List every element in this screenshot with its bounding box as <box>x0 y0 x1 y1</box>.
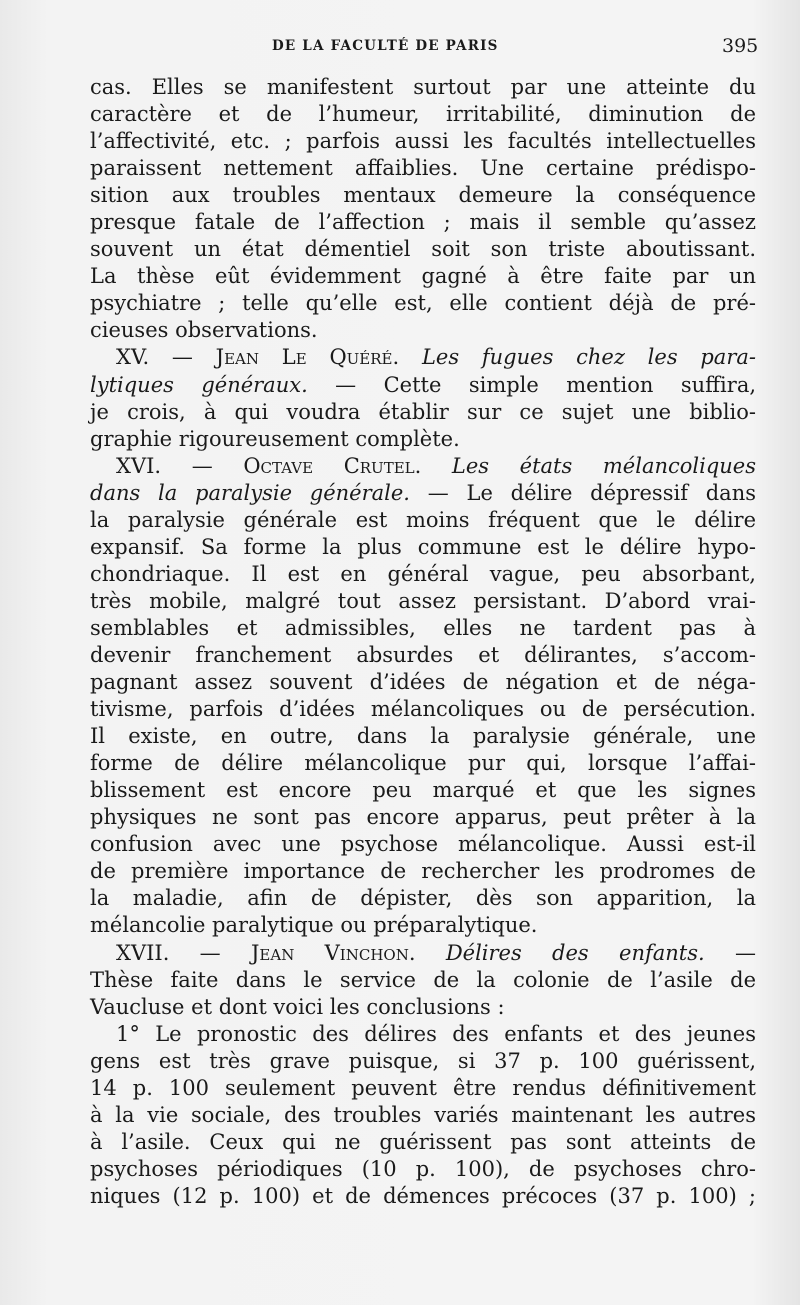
text-line <box>90 750 756 777</box>
text-segment: . <box>392 345 422 370</box>
text-segment: XV. — <box>116 345 216 370</box>
text-segment: niques (12 p. 100) et de démences précoces (37 p. 100) ; <box>90 1183 756 1208</box>
text-segment: Thèse faite dans le service de la colonie de l’asile de <box>90 967 756 992</box>
text-segment: je crois, à qui voudra établir sur ce sujet une biblio- <box>90 399 756 424</box>
text-line <box>90 534 756 561</box>
text-segment: blissement est encore peu marqué et que les signes <box>90 778 756 803</box>
text-segment: mélancolie paralytique ou préparalytique. <box>90 913 538 938</box>
text-segment: . <box>408 940 446 965</box>
text-segment: psychiatre ; telle qu’elle est, elle contient déjà de pré- <box>90 291 756 316</box>
text-segment: de première importance de rechercher les prodromes de <box>90 859 756 884</box>
text-line <box>90 507 756 534</box>
text-segment: Vaucluse et dont voici les conclusions : <box>90 994 505 1019</box>
text-line <box>90 399 756 426</box>
text-line <box>90 74 756 101</box>
text-line <box>90 344 756 371</box>
text-segment: presque fatale de l’affection ; mais il semble qu’assez <box>90 210 756 235</box>
text-line <box>90 290 756 317</box>
text-segment: l’affectivité, etc. ; parfois aussi les facultés intellectuelles <box>90 129 756 154</box>
text-segment: — <box>704 940 756 965</box>
text-line <box>90 804 756 831</box>
text-line <box>90 155 756 182</box>
text-line <box>90 669 756 696</box>
text-line <box>90 1102 756 1129</box>
author-name: Jean Vinchon <box>251 940 409 965</box>
text-line <box>90 615 756 642</box>
text-segment: Il existe, en outre, dans la paralysie générale, une <box>90 724 756 749</box>
text-segment: devenir franchement absurdes et délirantes, s’accom- <box>90 642 756 667</box>
text-segment: la paralysie générale est moins fréquent que le délire <box>90 507 756 532</box>
text-line <box>90 777 756 804</box>
text-line <box>90 426 756 453</box>
text-line <box>90 1048 756 1075</box>
text-line <box>90 994 756 1021</box>
text-segment: XVII. — <box>116 940 251 965</box>
text-segment: confusion avec une psychose mélancolique. Aussi est-il <box>90 832 756 857</box>
text-line <box>90 967 756 994</box>
text-line <box>90 912 756 939</box>
text-segment: semblables et admissibles, elles ne tardent pas à <box>90 615 756 640</box>
text-line <box>90 940 756 967</box>
body-text <box>90 74 756 1210</box>
running-head: DE LA FACULTÉ DE PARIS <box>272 38 499 54</box>
text-segment: pagnant assez souvent d’idées de négation et de néga- <box>90 670 756 695</box>
text-segment: gens est très grave puisque, si 37 p. 100 guérissent, <box>90 1048 756 1073</box>
text-segment: . <box>414 453 452 478</box>
text-line <box>90 1183 756 1210</box>
text-segment: physiques ne sont pas encore apparus, peut prêter à la <box>90 805 756 830</box>
text-line <box>90 831 756 858</box>
text-line <box>90 723 756 750</box>
text-line <box>90 885 756 912</box>
thesis-title: Les fugues chez les para- <box>421 345 756 370</box>
text-line <box>90 1075 756 1102</box>
text-line <box>90 128 756 155</box>
text-segment: cas. Elles se manifestent surtout par une atteinte du <box>90 75 756 99</box>
text-segment: sition aux troubles mentaux demeure la conséquence <box>90 183 756 208</box>
text-line <box>90 372 756 399</box>
text-segment: graphie rigoureusement complète. <box>90 426 460 451</box>
text-line <box>90 588 756 615</box>
text-segment: caractère et de l’humeur, irritabilité, diminution de <box>90 102 756 127</box>
text-segment: XVI. — <box>116 453 244 478</box>
thesis-title: lytiques généraux. <box>90 372 308 397</box>
text-segment: paraissent nettement affaiblies. Une certaine prédispo- <box>90 156 756 181</box>
text-line <box>90 1021 756 1048</box>
text-segment: souvent un état démentiel soit son triste aboutissant. <box>90 237 756 262</box>
text-line <box>90 317 756 344</box>
text-segment: cieuses observations. <box>90 318 318 343</box>
text-segment: La thèse eût évidemment gagné à être faite par un <box>90 264 756 289</box>
text-line <box>90 263 756 290</box>
thesis-title: Délires des enfants. <box>445 940 705 965</box>
text-line <box>90 236 756 263</box>
text-line <box>90 642 756 669</box>
author-name: Jean Le Quéré <box>215 345 393 370</box>
text-line <box>90 1129 756 1156</box>
text-line <box>90 858 756 885</box>
text-segment: la maladie, afin de dépister, dès son apparition, la <box>90 886 756 911</box>
text-line <box>90 209 756 236</box>
thesis-title: dans la paralysie générale. <box>90 480 410 505</box>
text-line <box>90 1156 756 1183</box>
text-line <box>90 453 756 480</box>
text-line <box>90 480 756 507</box>
text-segment: 14 p. 100 seulement peuvent être rendus définitivement <box>90 1075 756 1100</box>
text-segment: forme de délire mélancolique pur qui, lorsque l’affai- <box>90 751 756 776</box>
text-segment: à l’asile. Ceux qui ne guérissent pas sont atteints de <box>90 1129 756 1154</box>
page-number: 395 <box>722 35 759 57</box>
text-segment: — Le délire dépressif dans <box>410 480 756 505</box>
text-line <box>90 696 756 723</box>
author-name: Octave Crutel <box>243 453 415 478</box>
text-segment: — Cette simple mention suffira, <box>307 372 757 397</box>
text-segment: psychoses périodiques (10 p. 100), de psychoses chro- <box>90 1156 756 1181</box>
text-segment: 1° Le pronostic des délires des enfants et des jeunes <box>116 1021 756 1046</box>
text-segment: très mobile, malgré tout assez persistant. D’abord vrai- <box>90 588 756 613</box>
text-segment: tivisme, parfois d’idées mélancoliques ou de persécution. <box>90 697 756 722</box>
text-line <box>90 101 756 128</box>
text-segment: à la vie sociale, des troubles variés maintenant les autres <box>90 1102 756 1127</box>
text-line <box>90 561 756 588</box>
text-segment: chondriaque. Il est en général vague, peu absorbant, <box>90 561 756 586</box>
text-line <box>90 182 756 209</box>
text-segment: expansif. Sa forme la plus commune est le délire hypo- <box>90 534 756 559</box>
thesis-title: Les états mélancoliques <box>451 453 757 478</box>
